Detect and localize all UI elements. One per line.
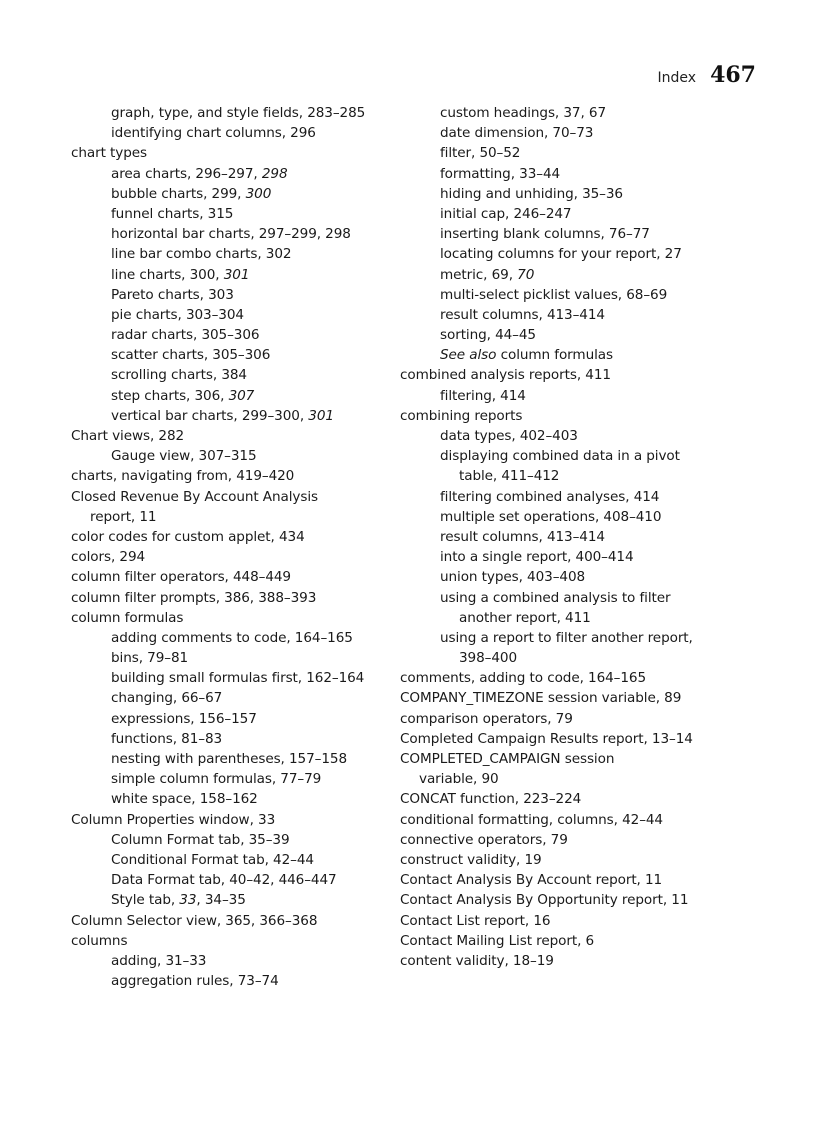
index-entry <box>71 345 391 365</box>
index-entry <box>400 285 730 305</box>
index-entry <box>400 466 730 486</box>
entry-text: data types, 402–403 <box>440 428 578 444</box>
entry-text: building small formulas first, 162–164 <box>111 670 365 687</box>
index-entry <box>71 406 391 426</box>
index-entry <box>71 749 391 769</box>
index-entry <box>71 547 391 567</box>
entry-text: Data Format tab, 40–42, 446–447 <box>111 872 337 889</box>
index-entry <box>71 951 391 971</box>
index-entry <box>71 426 391 446</box>
index-entry <box>71 285 391 305</box>
entry-text: Conditional Format tab, 42–44 <box>111 851 314 868</box>
index-entry <box>71 608 391 628</box>
index-entry <box>400 931 730 951</box>
entry-text: multiple set operations, 408–410 <box>440 508 662 525</box>
entry-text: adding, 31–33 <box>111 952 207 969</box>
entry-text: report, 11 <box>90 508 157 525</box>
entry-text: bins, 79–81 <box>111 650 189 667</box>
entry-text: Contact List report, 16 <box>400 912 551 929</box>
entry-text: custom headings, 37, 67 <box>440 105 607 121</box>
index-entry <box>400 789 730 809</box>
entry-text: column formulas <box>71 609 184 626</box>
entry-text: column filter prompts, 386, 388–393 <box>71 589 317 606</box>
entry-italic-ref: 301 <box>223 266 250 283</box>
index-entry <box>400 890 730 910</box>
entry-text: line bar combo charts, 302 <box>111 246 292 263</box>
entry-italic-ref: See also <box>440 347 497 364</box>
entry-text: using a combined analysis to filter <box>440 589 671 606</box>
entry-text: COMPANY_TIMEZONE session variable, 89 <box>400 690 682 707</box>
index-entry <box>71 507 391 527</box>
index-entry <box>71 971 391 991</box>
entry-italic-ref: 307 <box>228 387 255 404</box>
index-entry <box>71 204 391 224</box>
entry-text: nesting with parentheses, 157–158 <box>111 751 347 767</box>
entry-text: vertical bar charts, 299–300, <box>111 407 309 424</box>
entry-text: another report, 411 <box>459 609 591 626</box>
entry-text: sorting, 44–45 <box>440 327 536 344</box>
index-entry <box>71 830 391 850</box>
entry-text: Closed Revenue By Account Analysis <box>71 488 319 505</box>
entry-italic-ref: 301 <box>308 407 334 424</box>
index-entry <box>400 668 730 688</box>
index-entry <box>400 164 730 184</box>
entry-text: identifying chart columns, 296 <box>111 125 316 142</box>
entry-text: column filter operators, 448–449 <box>71 569 291 586</box>
entry-text: combining reports <box>400 407 523 424</box>
page-number: 467 <box>710 62 756 88</box>
index-entry <box>400 870 730 890</box>
entry-text: colors, 294 <box>71 549 146 566</box>
entry-text: formatting, 33–44 <box>440 165 561 182</box>
index-entry <box>400 709 730 729</box>
entry-text-after: column formulas <box>496 347 613 364</box>
index-entry <box>71 911 391 931</box>
index-entry <box>71 527 391 547</box>
index-entry <box>400 911 730 931</box>
entry-text: combined analysis reports, 411 <box>400 367 611 384</box>
index-entry <box>400 265 730 285</box>
index-entry <box>400 648 730 668</box>
index-entry <box>400 547 730 567</box>
index-entry <box>400 184 730 204</box>
entry-italic-ref: 33 <box>179 892 197 909</box>
entry-text: color codes for custom applet, 434 <box>71 528 305 545</box>
index-entry <box>400 688 730 708</box>
entry-text: filtering, 414 <box>440 387 526 404</box>
entry-text: locating columns for your report, 27 <box>440 246 682 263</box>
entry-text: comments, adding to code, 164–165 <box>400 670 647 687</box>
index-entry <box>400 426 730 446</box>
entry-text: 398–400 <box>459 650 517 667</box>
entry-text: pie charts, 303–304 <box>111 306 244 323</box>
entry-text: Column Properties window, 33 <box>71 811 276 828</box>
index-entry <box>400 729 730 749</box>
index-entry <box>71 365 391 385</box>
entry-text: functions, 81–83 <box>111 730 223 747</box>
entry-text: Contact Mailing List report, 6 <box>400 932 595 949</box>
entry-text: chart types <box>71 145 148 162</box>
index-entry <box>400 103 730 123</box>
index-entry <box>400 749 730 769</box>
index-entry <box>400 487 730 507</box>
entry-text: radar charts, 305–306 <box>111 327 260 344</box>
entry-text: Contact Analysis By Account report, 11 <box>400 872 663 889</box>
entry-text: charts, navigating from, 419–420 <box>71 468 295 485</box>
entry-text: using a report to filter another report, <box>440 629 693 646</box>
index-entry <box>71 164 391 184</box>
index-entry <box>400 830 730 850</box>
section-title: Index <box>657 70 697 86</box>
entry-text: metric, 69, <box>440 266 518 283</box>
index-column-right <box>400 103 730 971</box>
index-entry <box>400 608 730 628</box>
index-entry <box>71 931 391 951</box>
index-entry <box>71 184 391 204</box>
entry-italic-ref: 300 <box>245 185 272 202</box>
entry-text: into a single report, 400–414 <box>440 549 634 566</box>
index-entry <box>400 365 730 385</box>
entry-text: COMPLETED_CAMPAIGN session <box>400 751 615 767</box>
index-entry <box>400 305 730 325</box>
entry-text: line charts, 300, <box>111 266 224 283</box>
entry-text: Contact Analysis By Opportunity report, 11 <box>400 892 689 909</box>
entry-text: Style tab, <box>111 892 180 909</box>
entry-text: simple column formulas, 77–79 <box>111 771 322 788</box>
entry-text: variable, 90 <box>419 771 499 788</box>
running-header <box>658 62 756 88</box>
entry-text: scrolling charts, 384 <box>111 367 247 384</box>
index-entry <box>71 265 391 285</box>
index-entry <box>400 628 730 648</box>
index-entry <box>71 769 391 789</box>
index-entry <box>71 688 391 708</box>
index-entry <box>71 668 391 688</box>
index-entry <box>71 446 391 466</box>
entry-text: construct validity, 19 <box>400 851 542 868</box>
entry-text: funnel charts, 315 <box>111 205 234 222</box>
entry-text: comparison operators, 79 <box>400 710 573 727</box>
index-entry <box>400 325 730 345</box>
index-entry <box>71 850 391 870</box>
index-entry <box>400 143 730 163</box>
entry-text-after: , 34–35 <box>196 892 246 909</box>
index-entry <box>400 386 730 406</box>
index-entry <box>71 386 391 406</box>
index-entry <box>71 224 391 244</box>
index-entry <box>400 204 730 224</box>
index-entry <box>400 588 730 608</box>
index-entry <box>71 588 391 608</box>
entry-text: filtering combined analyses, 414 <box>440 488 660 505</box>
entry-text: inserting blank columns, 76–77 <box>440 226 650 243</box>
index-entry <box>71 567 391 587</box>
index-entry <box>400 951 730 971</box>
index-entry <box>400 224 730 244</box>
index-entry <box>400 567 730 587</box>
entry-text: graph, type, and style fields, 283–285 <box>111 105 366 121</box>
index-entry <box>71 890 391 910</box>
index-entry <box>71 143 391 163</box>
entry-text: date dimension, 70–73 <box>440 125 594 142</box>
entry-text: white space, 158–162 <box>111 791 258 808</box>
index-entry <box>71 648 391 668</box>
index-entry <box>400 123 730 143</box>
index-entry <box>71 789 391 809</box>
entry-text: displaying combined data in a pivot <box>440 448 680 465</box>
index-entry <box>400 527 730 547</box>
entry-text: result columns, 413–414 <box>440 528 605 545</box>
entry-text: conditional formatting, columns, 42–44 <box>400 811 663 828</box>
index-entry <box>71 244 391 264</box>
entry-text: expressions, 156–157 <box>111 710 257 727</box>
entry-text: Gauge view, 307–315 <box>111 448 257 465</box>
entry-text: Completed Campaign Results report, 13–14 <box>400 730 693 747</box>
index-entry <box>71 870 391 890</box>
index-entry <box>71 466 391 486</box>
index-column-left <box>71 103 391 991</box>
entry-text: hiding and unhiding, 35–36 <box>440 185 623 202</box>
entry-text: result columns, 413–414 <box>440 306 605 323</box>
index-entry <box>400 507 730 527</box>
index-entry <box>71 325 391 345</box>
index-entry <box>71 487 391 507</box>
entry-text: columns <box>71 932 128 949</box>
entry-text: adding comments to code, 164–165 <box>111 629 353 646</box>
index-entry <box>71 810 391 830</box>
index-entry <box>71 709 391 729</box>
entry-text: table, 411–412 <box>459 468 560 485</box>
index-entry <box>400 345 730 365</box>
entry-text: bubble charts, 299, <box>111 185 246 202</box>
index-entry <box>71 729 391 749</box>
index-entry <box>400 850 730 870</box>
index-entry <box>400 769 730 789</box>
entry-text: Pareto charts, 303 <box>111 286 234 303</box>
index-entry <box>400 810 730 830</box>
entry-text: CONCAT function, 223–224 <box>400 791 582 808</box>
index-entry <box>71 103 391 123</box>
entry-text: content validity, 18–19 <box>400 952 554 969</box>
index-entry <box>400 446 730 466</box>
entry-text: multi-select picklist values, 68–69 <box>440 286 668 303</box>
entry-text: horizontal bar charts, 297–299, 298 <box>111 226 351 243</box>
index-entry <box>400 244 730 264</box>
entry-text: filter, 50–52 <box>440 145 521 162</box>
index-entry <box>71 628 391 648</box>
entry-text: Column Selector view, 365, 366–368 <box>71 912 318 929</box>
entry-text: union types, 403–408 <box>440 569 586 586</box>
index-entry <box>71 123 391 143</box>
entry-text: initial cap, 246–247 <box>440 205 572 222</box>
entry-text: step charts, 306, <box>111 387 229 404</box>
entry-text: connective operators, 79 <box>400 831 568 848</box>
entry-italic-ref: 298 <box>261 165 288 182</box>
index-entry <box>400 406 730 426</box>
entry-text: Chart views, 282 <box>71 428 185 444</box>
entry-text: Column Format tab, 35–39 <box>111 831 290 848</box>
entry-text: changing, 66–67 <box>111 690 223 707</box>
index-entry <box>71 305 391 325</box>
entry-text: scatter charts, 305–306 <box>111 347 271 364</box>
entry-italic-ref: 70 <box>517 266 535 283</box>
entry-text: aggregation rules, 73–74 <box>111 973 279 990</box>
entry-text: area charts, 296–297, <box>111 165 262 182</box>
